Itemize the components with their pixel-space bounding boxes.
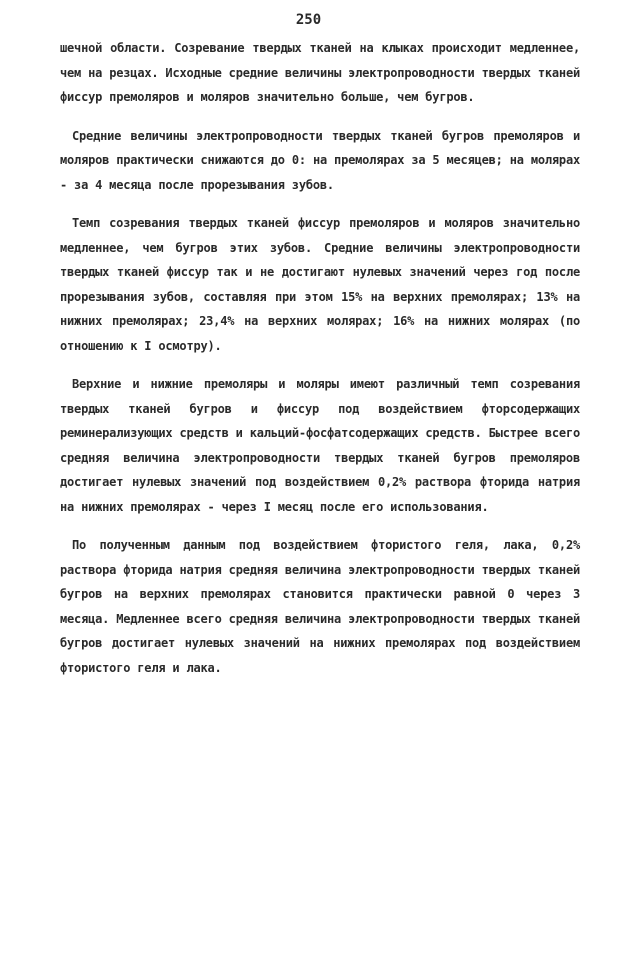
paragraph-2: Средние величины электропроводности твердых тканей бугров премоляров и моляров практически снижаются до 0: на премолярах за 5 месяцев; на молярах - за 4 месяца после прорезывания зубов. <box>60 128 580 192</box>
page-number: 250 <box>295 12 322 28</box>
paragraph-5: По полученным данным под воздействием фтористого геля, лака, 0,2% раствора фторида натрия средняя величина электропроводности твердых тканей бугров на верхних премолярах становится практически равной 0 через 3 месяца. Медленнее всего средняя величина электропроводности твердых тканей бугров достигает нулевых значений на нижних премолярах под воздействием фтористого геля и лака. <box>60 538 580 675</box>
paragraph-3: Темп созревания твердых тканей фиссур премоляров и моляров значительно медленнее, чем бугров этих зубов. Средние величины электропроводности твердых тканей фиссур так и не достигают нулевых значений через год после прорезывания зубов, составляя при этом 15% на верхних премолярах; 13% на нижних премолярах; 23,4% на верхних молярах; 16% на нижних молярах (по отношению к I осмотру). <box>60 216 580 353</box>
paragraph-4: Верхние и нижние премоляры и моляры имеют различный темп созревания твердых тканей бугров и фиссур под воздействием фторсодержащих реминерализующих средств и кальций-фосфатсодержащих средств. Быстрее всего средняя величина электропроводности твердых тканей бугров премоляров достигает нулевых значений под воздействием 0,2% раствора фторида натрия на нижних премолярах - через I месяц после его использования. <box>60 377 580 514</box>
body-text <box>60 36 580 694</box>
paragraph-1: шечной области. Созревание твердых тканей на клыках происходит медленнее, чем на резцах. Исходные средние величины электропроводности твердых тканей фиссур премоляров и моляров значительно больше, чем бугров. <box>60 41 580 104</box>
